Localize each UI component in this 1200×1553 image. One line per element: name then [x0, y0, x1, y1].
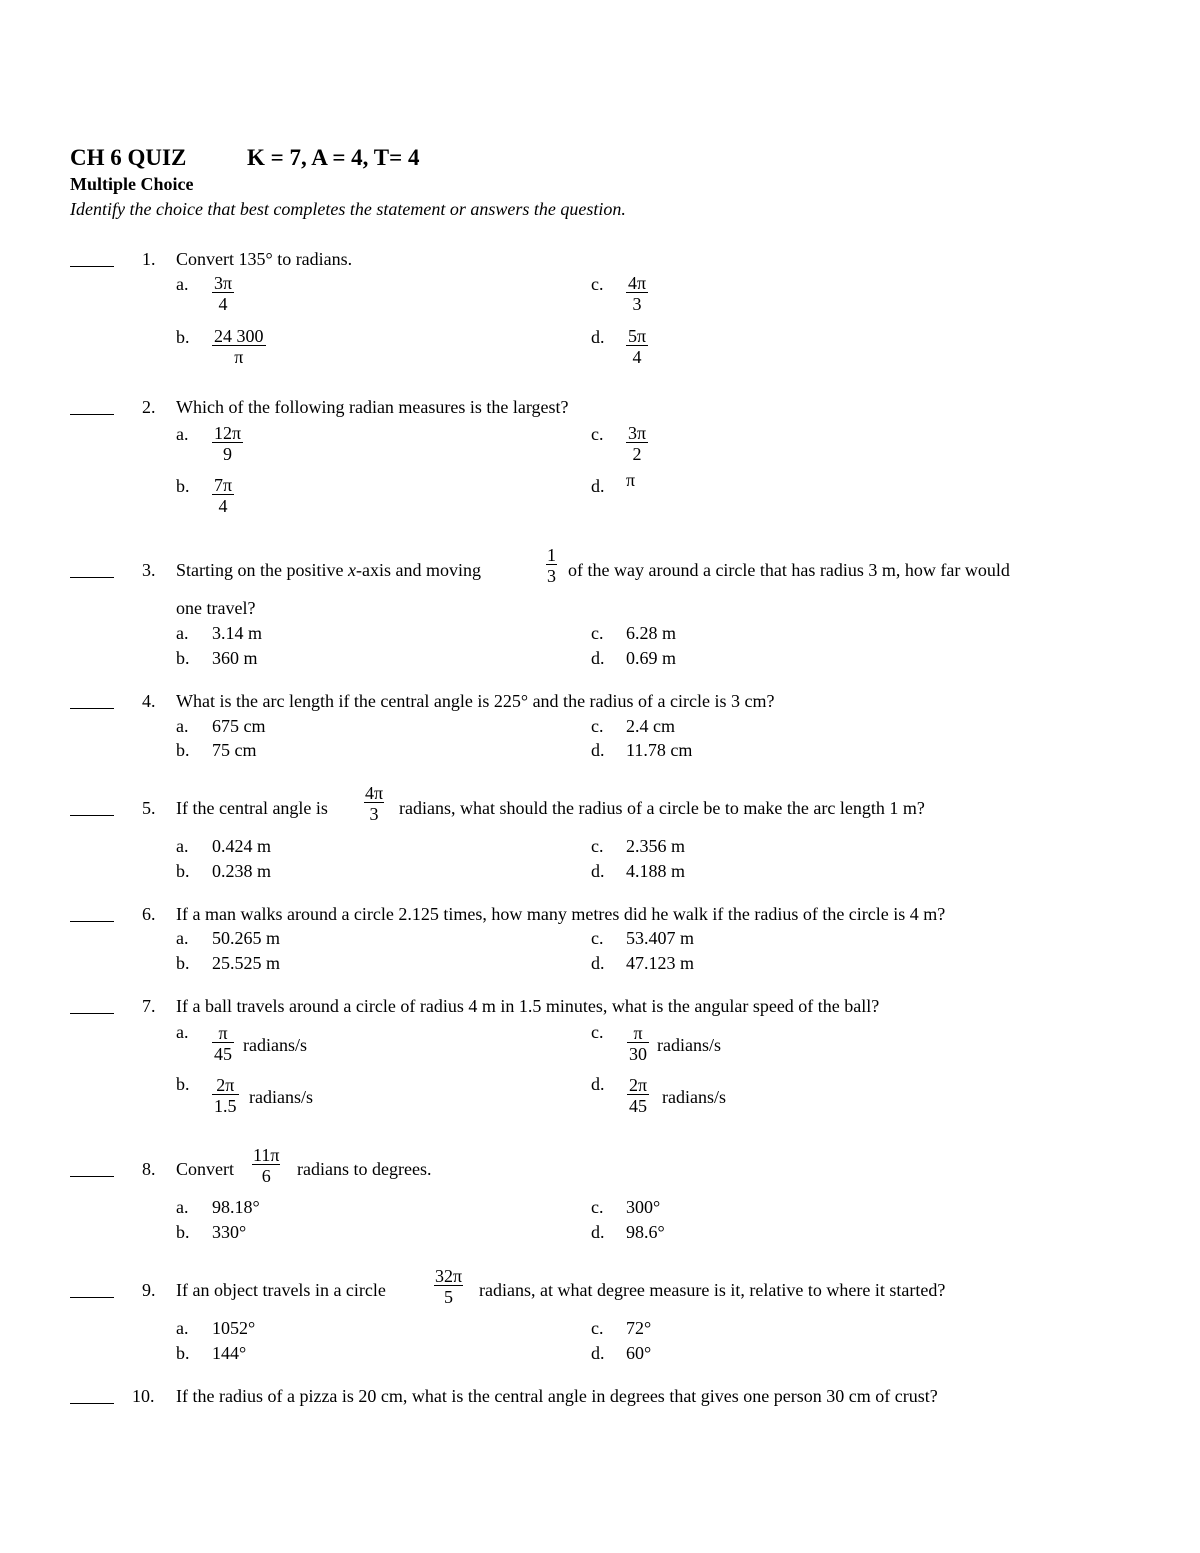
- question-text: Which of the following radian measures is the largest?: [176, 397, 569, 417]
- choice-label: b.: [176, 1222, 190, 1242]
- question-number: 8.: [142, 1159, 156, 1179]
- choice-label: b.: [176, 953, 190, 973]
- question-text: If the radius of a pizza is 20 cm, what is the central angle in degrees that gives one person 30 cm of crust?: [176, 1386, 938, 1406]
- question-text: What is the arc length if the central angle is 225° and the radius of a circle is 3 cm?: [176, 691, 775, 711]
- score-breakdown: K = 7, A = 4, T= 4: [247, 145, 420, 170]
- choice-unit: radians/s: [657, 1035, 721, 1055]
- choice-text: 53.407 m: [626, 928, 695, 948]
- choice-text: 3.14 m: [212, 623, 263, 643]
- choice-text: 47.123 m: [626, 953, 695, 973]
- choice-label: d.: [591, 953, 605, 973]
- choice-text: 0.424 m: [212, 836, 272, 856]
- choice-label: d.: [591, 1074, 605, 1094]
- question-text-continued: radians to degrees.: [297, 1159, 432, 1179]
- choice-label: d.: [591, 327, 605, 347]
- question-number: 9.: [142, 1280, 156, 1300]
- choice-label: a.: [176, 836, 189, 856]
- choice-text: 98.18°: [212, 1197, 260, 1217]
- choice-text: 72°: [626, 1318, 652, 1338]
- choice-text: 4.188 m: [626, 861, 686, 881]
- choice-label: a.: [176, 274, 189, 294]
- question-number: 3.: [142, 560, 156, 580]
- choice-label: a.: [176, 1022, 189, 1042]
- choice-text: 98.6°: [626, 1222, 665, 1242]
- answer-blank-5[interactable]: [70, 815, 114, 816]
- choice-text: 60°: [626, 1343, 652, 1363]
- choice-label: d.: [591, 1343, 605, 1363]
- question-fraction: 1 3: [547, 545, 556, 586]
- choice-label: b.: [176, 740, 190, 760]
- choice-label: a.: [176, 1197, 189, 1217]
- choice-label: a.: [176, 716, 189, 736]
- choice-label: c.: [591, 623, 604, 643]
- question-number: 4.: [142, 691, 156, 711]
- choice-label: a.: [176, 1318, 189, 1338]
- choice-text: 75 cm: [212, 740, 257, 760]
- question-text: Convert 135° to radians.: [176, 249, 353, 269]
- choice-label: a.: [176, 928, 189, 948]
- choice-label: b.: [176, 1074, 190, 1094]
- choice-fraction: $\frac{\pi}{30}$: [629, 1023, 647, 1064]
- choice-unit: radians/s: [662, 1087, 726, 1107]
- choice-label: c.: [591, 1197, 604, 1217]
- choice-label: b.: [176, 861, 190, 881]
- choice-text: 6.28 m: [626, 623, 677, 643]
- choice-fraction: $\frac{2\pi}{1.5}$: [214, 1075, 237, 1116]
- choice-label: c.: [591, 274, 604, 294]
- choice-label: b.: [176, 327, 190, 347]
- question-fraction: 4π 3: [365, 783, 384, 824]
- choice-fraction: $\frac{\pi}{45}$: [214, 1023, 232, 1064]
- choice-label: d.: [591, 740, 605, 760]
- quiz-title: CH 6 QUIZ: [70, 145, 187, 170]
- choice-label: d.: [591, 648, 605, 668]
- choice-label: a.: [176, 424, 189, 444]
- section-heading: Multiple Choice: [70, 174, 194, 194]
- question-text-continued: radians, at what degree measure is it, relative to where it started?: [479, 1280, 946, 1300]
- choice-text: 330°: [212, 1222, 247, 1242]
- choice-label: a.: [176, 623, 189, 643]
- choice-label: d.: [591, 861, 605, 881]
- choice-fraction: $\frac{3\pi}{4}$: [214, 273, 233, 314]
- question-text: Convert: [176, 1159, 234, 1179]
- choice-unit: radians/s: [249, 1087, 313, 1107]
- answer-blank-10[interactable]: [70, 1403, 114, 1404]
- answer-blank-1[interactable]: [70, 266, 114, 267]
- choice-label: c.: [591, 928, 604, 948]
- question-text: If a man walks around a circle 2.125 times, how many metres did he walk if the radius of the circle is 4 m?: [176, 904, 946, 924]
- choice-text: 25.525 m: [212, 953, 281, 973]
- question-fraction: 11π 6: [253, 1145, 280, 1186]
- answer-blank-2[interactable]: [70, 414, 114, 415]
- choice-label: d.: [591, 1222, 605, 1242]
- choice-fraction: $\frac{2\pi}{45}$: [629, 1075, 648, 1116]
- answer-blank-4[interactable]: [70, 708, 114, 709]
- choice-text: 2.4 cm: [626, 716, 675, 736]
- choice-label: c.: [591, 1022, 604, 1042]
- question-text-continued: radians, what should the radius of a circle be to make the arc length 1 m?: [399, 798, 925, 818]
- question-text: If a ball travels around a circle of radius 4 m in 1.5 minutes, what is the angular speed of the ball?: [176, 996, 880, 1016]
- instructions: Identify the choice that best completes the statement or answers the question.: [70, 199, 626, 219]
- question-number: 2.: [142, 397, 156, 417]
- answer-blank-8[interactable]: [70, 1176, 114, 1177]
- question-number: 10.: [132, 1386, 155, 1406]
- choice-label: c.: [591, 1318, 604, 1338]
- choice-label: c.: [591, 716, 604, 736]
- choice-text: 675 cm: [212, 716, 266, 736]
- choice-label: b.: [176, 1343, 190, 1363]
- question-number: 5.: [142, 798, 156, 818]
- choice-text: 0.238 m: [212, 861, 272, 881]
- choice-label: c.: [591, 424, 604, 444]
- choice-label: b.: [176, 648, 190, 668]
- question-text-line2: one travel?: [176, 598, 256, 618]
- choice-text: 50.265 m: [212, 928, 281, 948]
- choice-fraction: $\frac{7\pi}{4}$: [214, 475, 233, 516]
- choice-text: 11.78 cm: [626, 740, 693, 760]
- choice-text: 0.69 m: [626, 648, 677, 668]
- answer-blank-7[interactable]: [70, 1013, 114, 1014]
- choice-fraction: $\frac{5\pi}{4}$: [628, 326, 647, 367]
- answer-blank-3[interactable]: [70, 577, 114, 578]
- question-number: 6.: [142, 904, 156, 924]
- question-text: Starting on the positive x-axis and moving: [176, 560, 481, 580]
- question-text: If an object travels in a circle: [176, 1280, 386, 1300]
- choice-fraction: $\frac{12\pi}{9}$: [214, 423, 242, 464]
- choice-label: c.: [591, 836, 604, 856]
- question-number: 7.: [142, 996, 156, 1016]
- choice-text: 144°: [212, 1343, 247, 1363]
- question-text: If the central angle is: [176, 798, 328, 818]
- question-fraction: 32π 5: [435, 1266, 463, 1307]
- choice-text: 1052°: [212, 1318, 256, 1338]
- choice-fraction: $\frac{4\pi}{3}$: [628, 273, 647, 314]
- answer-blank-9[interactable]: [70, 1297, 114, 1298]
- choice-text: 300°: [626, 1197, 661, 1217]
- question-number: 1.: [142, 249, 156, 269]
- choice-unit: radians/s: [243, 1035, 307, 1055]
- choice-text: 2.356 m: [626, 836, 686, 856]
- choice-fraction: $\frac{3\pi}{2}$: [628, 423, 647, 464]
- choice-label: b.: [176, 476, 190, 496]
- question-text-continued: of the way around a circle that has radius 3 m, how far would: [568, 560, 1010, 580]
- choice-text: 360 m: [212, 648, 258, 668]
- choice-label: d.: [591, 476, 605, 496]
- answer-blank-6[interactable]: [70, 921, 114, 922]
- choice-text: π: [626, 470, 636, 490]
- choice-fraction: $\frac{24 300}{\pi}$: [214, 326, 264, 367]
